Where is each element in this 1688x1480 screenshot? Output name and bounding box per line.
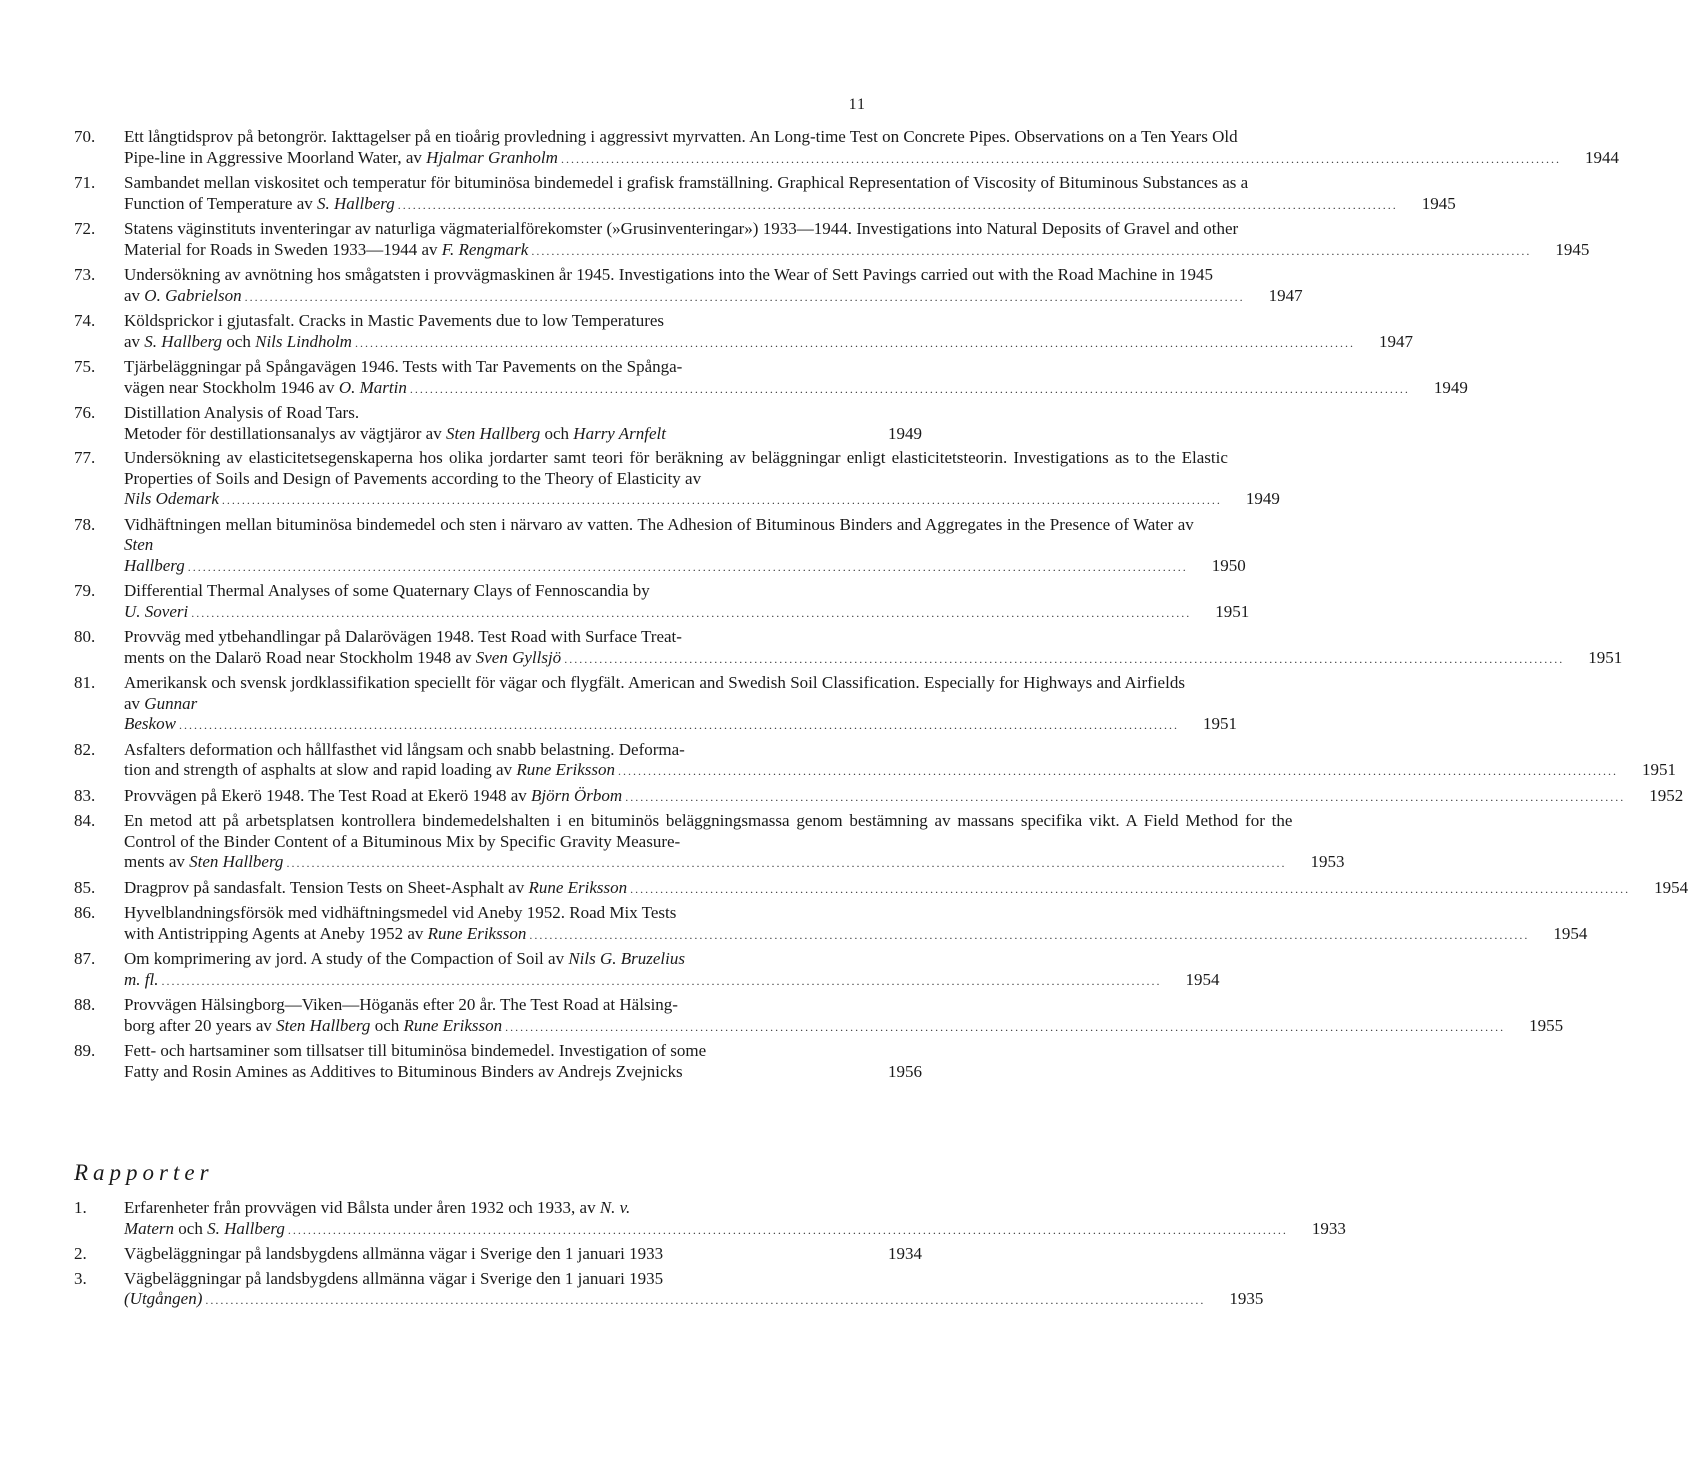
entry-text — [124, 1041, 922, 1082]
entry-text — [124, 673, 1237, 736]
entry-number: 83. — [74, 785, 96, 805]
entry-text — [124, 1268, 1264, 1311]
dot-leader: ........................................................................................................................................................................................................ — [221, 493, 1222, 507]
entry-last-text: vägen near Stockholm 1946 av O. Martin — [124, 377, 407, 397]
entry-last-text: tion and strength of asphalts at slow and rapid loading av Rune Eriksson — [124, 760, 616, 779]
entry-year: 1935 — [1229, 1289, 1264, 1308]
dot-leader: ........................................................................................................................................................................................................ — [618, 764, 1619, 778]
entry-body: Sambandet mellan viskositet och temperatur för bituminösa bindemedel i grafisk framställning. Graphical Representation of Viscosity of Bituminous Substances as a — [124, 173, 1249, 192]
entry-last-line — [124, 147, 1619, 170]
entry-last-line — [124, 785, 1684, 808]
entry-year: 1953 — [1310, 852, 1345, 871]
entry-number: 79. — [74, 581, 96, 600]
entry-body: Undersökning av elasticitetsegenskaperna hos olika jordarter samt teori för beräkning av beläggningar enligt elasticitetsteorin. Investigations as to the Elastic Properties of Soils and Design of Pavements according to the Theory of Elasticity av — [124, 448, 1228, 488]
entry-text — [124, 403, 922, 444]
entry-text — [124, 173, 1456, 215]
entry-text — [124, 581, 1250, 623]
entry-body: Asfalters deformation och hållfasthet vid långsam och snabb belastning. Deforma- — [124, 739, 685, 759]
entry-text — [124, 265, 1303, 307]
entry-text — [124, 1244, 922, 1265]
dot-leader: ........................................................................................................................................................................................................ — [560, 151, 1561, 166]
entry-year: 1956 — [888, 1061, 922, 1081]
entry-text — [124, 995, 1564, 1037]
entry-last-line — [124, 877, 1688, 900]
entry-text — [124, 219, 1590, 261]
entry-year: 1954 — [1553, 923, 1588, 943]
entry-text — [124, 811, 1345, 874]
list-item — [74, 1244, 922, 1265]
entry-year: 1954 — [1654, 877, 1688, 897]
entry-number: 76. — [74, 403, 96, 422]
list-item — [74, 403, 922, 444]
entry-number: 71. — [74, 173, 96, 192]
entry-body: Provväg med ytbehandlingar på Dalarövägen 1948. Test Road with Surface Treat- — [124, 627, 682, 646]
entry-text — [124, 448, 1280, 511]
entry-body: Statens väginstituts inventeringar av naturliga vägmaterialförekomster (»Grusinventeringar») 1933—1944. Investigations into Natural Deposits of Gravel and other — [124, 219, 1239, 238]
dot-leader: ........................................................................................................................................................................................................ — [205, 1293, 1206, 1307]
entry-year: 1945 — [1421, 193, 1456, 213]
entry-last-text: borg after 20 years av Sten Hallberg och Rune Eriksson — [124, 1015, 503, 1035]
entry-last-text: Pipe-line in Aggressive Moorland Water, av Hjalmar Granholm — [124, 147, 558, 167]
dot-leader: ........................................................................................................................................................................................................ — [161, 973, 1162, 988]
dot-leader: ........................................................................................................................................................................................................ — [625, 789, 1626, 804]
entry-year: 1944 — [1584, 147, 1619, 167]
entry-last-text: U. Soveri — [124, 601, 189, 621]
list-item — [74, 1268, 1264, 1311]
entry-text — [124, 785, 1684, 808]
dot-leader: ........................................................................................................................................................................................................ — [178, 718, 1179, 732]
entry-body: Distillation Analysis of Road Tars. — [124, 403, 360, 422]
list-item — [74, 357, 1468, 399]
entry-last-text: Dragprov på sandasfalt. Tension Tests on Sheet-Asphalt av Rune Eriksson — [124, 877, 628, 897]
section-title-rapporter: Rapporter — [74, 1160, 214, 1185]
dot-leader: ........................................................................................................................................................................................................ — [287, 1222, 1288, 1237]
entry-last-line — [124, 852, 1345, 874]
entry-last-text: Beskow — [124, 714, 176, 733]
entry-year: 1945 — [1555, 239, 1590, 259]
entry-number: 80. — [74, 627, 96, 646]
entry-text — [124, 627, 1623, 669]
entry-year: 1947 — [1378, 331, 1413, 351]
list-item — [74, 811, 1345, 874]
entry-body: Köldsprickor i gjutasfalt. Cracks in Mastic Pavements due to low Temperatures — [124, 311, 665, 330]
dot-leader: ........................................................................................................................................................................................................ — [409, 381, 1410, 396]
list-item — [74, 127, 1619, 169]
entry-text — [124, 949, 1220, 991]
entry-text — [124, 903, 1588, 945]
entry-last-line — [124, 193, 1456, 216]
entry-year: 1949 — [888, 423, 922, 443]
dot-leader: ........................................................................................................................................................................................................ — [529, 927, 1530, 942]
entry-number: 78. — [74, 514, 96, 534]
entry-body: Vägbeläggningar på landsbygdens allmänna vägar i Sverige den 1 januari 1935 — [124, 1268, 664, 1288]
entry-last-line — [124, 1244, 922, 1265]
list-item — [74, 739, 1677, 782]
entry-year: 1949 — [1245, 489, 1280, 508]
entry-number: 75. — [74, 357, 96, 376]
entry-last-text: Provvägen på Ekerö 1948. The Test Road at Ekerö 1948 av Björn Örbom — [124, 785, 623, 805]
entry-last-line — [124, 714, 1237, 736]
entry-body: Provvägen Hälsingborg—Viken—Höganäs efter 20 år. The Test Road at Hälsing- — [124, 995, 678, 1014]
entry-number: 70. — [74, 127, 96, 146]
dot-leader: ........................................................................................................................................................................................................ — [354, 335, 1355, 350]
list-item — [74, 785, 1684, 808]
entry-last-text: with Antistripping Agents at Aneby 1952 av Rune Eriksson — [124, 923, 527, 943]
dot-leader: ........................................................................................................................................................................................................ — [191, 605, 1192, 620]
entry-number: 72. — [74, 219, 96, 238]
entry-last-text: (Utgången) — [124, 1289, 203, 1308]
dot-leader: ........................................................................................................................................................................................................ — [286, 856, 1287, 870]
entry-year: 1934 — [888, 1244, 922, 1263]
list-item — [74, 673, 1237, 736]
entry-year: 1951 — [1215, 601, 1250, 621]
entry-last-line — [124, 647, 1623, 670]
entry-text — [124, 877, 1688, 900]
entry-number: 3. — [74, 1268, 87, 1288]
entry-number: 77. — [74, 448, 96, 467]
entry-last-line — [124, 377, 1468, 400]
dot-leader: ........................................................................................................................................................................................................ — [187, 559, 1188, 574]
entry-number: 87. — [74, 949, 96, 968]
dot-leader: ........................................................................................................................................................................................................ — [564, 651, 1565, 666]
entry-body: Differential Thermal Analyses of some Quaternary Clays of Fennoscandia by — [124, 581, 650, 600]
publication-list — [74, 127, 1688, 1086]
entry-last-text: Matern och S. Hallberg — [124, 1218, 285, 1238]
entry-number: 86. — [74, 903, 96, 922]
list-item — [74, 877, 1688, 900]
entry-last-text: ments on the Dalarö Road near Stockholm 1948 av Sven Gyllsjö — [124, 647, 562, 667]
entry-last-text: Nils Odemark — [124, 489, 219, 508]
entry-text — [124, 514, 1246, 578]
entry-number: 74. — [74, 311, 96, 330]
entry-last-line — [124, 489, 1280, 511]
entry-text — [124, 1198, 1346, 1240]
dot-leader: ........................................................................................................................................................................................................ — [630, 881, 1631, 896]
dot-leader: ........................................................................................................................................................................................................ — [531, 243, 1532, 258]
list-item — [74, 1198, 1346, 1240]
entry-number: 81. — [74, 673, 96, 692]
entry-year: 1954 — [1185, 969, 1220, 989]
entry-last-text: av S. Hallberg och Nils Lindholm — [124, 331, 352, 351]
list-item — [74, 627, 1623, 669]
entry-last-text: m. fl. — [124, 969, 159, 989]
entry-number: 85. — [74, 877, 96, 897]
list-item — [74, 173, 1456, 215]
entry-number: 2. — [74, 1244, 87, 1263]
entry-number: 88. — [74, 995, 96, 1014]
entry-number: 89. — [74, 1041, 96, 1060]
entry-year: 1951 — [1202, 714, 1237, 733]
entry-year: 1955 — [1529, 1015, 1564, 1035]
entry-last-line — [124, 1289, 1264, 1311]
entry-year: 1947 — [1268, 285, 1303, 305]
entry-body: Undersökning av avnötning hos smågatsten i provvägmaskinen år 1945. Investigations into the Wear of Sett Pavings carried out with the Road Machine in 1945 — [124, 265, 1213, 284]
entry-number: 73. — [74, 265, 96, 284]
entry-year: 1951 — [1642, 760, 1677, 779]
entry-last-line — [124, 760, 1677, 782]
entry-body: Tjärbeläggningar på Spångavägen 1946. Tests with Tar Pavements on the Spånga- — [124, 357, 683, 376]
list-item — [74, 995, 1564, 1037]
entry-last-line — [124, 1218, 1346, 1241]
entry-last-line — [124, 969, 1220, 992]
entry-year: 1949 — [1433, 377, 1468, 397]
entry-last-line — [124, 331, 1413, 354]
entry-body: Vidhäftningen mellan bituminösa bindemedel och sten i närvaro av vatten. The Adhesion of Bituminous Binders and Aggregates in the Presence of Water av Sten — [124, 514, 1194, 554]
entry-year: 1950 — [1211, 555, 1246, 575]
entry-last-line — [124, 923, 1588, 946]
entry-body: Erfarenheter från provvägen vid Bålsta under åren 1932 och 1933, av N. v. — [124, 1198, 631, 1217]
page-number: 11 — [848, 96, 866, 113]
list-item — [74, 448, 1280, 511]
entry-last-line — [124, 239, 1590, 262]
entry-text — [124, 127, 1619, 169]
entry-last-text: av O. Gabrielson — [124, 285, 242, 305]
entry-last-line — [124, 423, 922, 445]
list-item — [74, 311, 1413, 353]
entry-last-text: Metoder för destillationsanalys av vägtjäror av Sten Hallberg och Harry Arnfelt — [124, 423, 667, 443]
entry-text — [124, 311, 1413, 353]
entry-body: En metod att på arbetsplatsen kontrollera bindemedelshalten i en bituminös beläggningsmassa genom bestämning av massans specifika vikt. A Field Method for the Control of the Binder Content of a Bituminous Mix by Specific Gravity Measure- — [124, 811, 1293, 851]
entry-body: Fett- och hartsaminer som tillsatser till bituminösa bindemedel. Investigation of some — [124, 1041, 707, 1060]
entry-last-text: Fatty and Rosin Amines as Additives to Bituminous Binders av Andrejs Zvejnicks — [124, 1061, 683, 1081]
entry-number: 82. — [74, 739, 96, 759]
entry-body: Ett långtidsprov på betongrör. Iakttagelser på en tioårig provledning i aggressivt myrvatten. An Long-time Test on Concrete Pipes. Observations on a Ten Years Old — [124, 127, 1238, 146]
entry-last-line — [124, 555, 1246, 578]
entry-year: 1952 — [1649, 785, 1684, 805]
entry-body: Hyvelblandningsförsök med vidhäftningsmedel vid Aneby 1952. Road Mix Tests — [124, 903, 677, 922]
entry-text — [124, 739, 1677, 782]
list-item — [74, 514, 1246, 578]
list-item — [74, 1041, 922, 1082]
entry-text — [124, 357, 1468, 399]
dot-leader: ........................................................................................................................................................................................................ — [244, 289, 1245, 304]
entry-last-text: ments av Sten Hallberg — [124, 852, 284, 871]
entry-last-line — [124, 1015, 1564, 1038]
entry-last-text: Vägbeläggningar på landsbygdens allmänna vägar i Sverige den 1 januari 1933 — [124, 1244, 664, 1263]
entry-last-text: Hallberg — [124, 555, 185, 575]
list-item — [74, 265, 1303, 307]
entry-last-line — [124, 1061, 922, 1083]
entry-last-text: Function of Temperature av S. Hallberg — [124, 193, 395, 213]
list-item — [74, 219, 1590, 261]
entry-last-line — [124, 285, 1303, 308]
dot-leader: ........................................................................................................................................................................................................ — [505, 1019, 1506, 1034]
dot-leader: ........................................................................................................................................................................................................ — [397, 197, 1398, 212]
entry-last-line — [124, 601, 1250, 624]
list-item — [74, 949, 1220, 991]
entry-number: 84. — [74, 811, 96, 830]
entry-body: Om komprimering av jord. A study of the Compaction of Soil av Nils G. Bruzelius — [124, 949, 685, 968]
entry-number: 1. — [74, 1198, 87, 1217]
rapporter-list — [74, 1198, 1346, 1315]
entry-body: Amerikansk och svensk jordklassifikation speciellt för vägar och flygfält. American and Swedish Soil Classification. Especially for Highways and Airfields av Gunnar — [124, 673, 1185, 713]
entry-year: 1951 — [1588, 647, 1623, 667]
entry-last-text: Material for Roads in Sweden 1933—1944 av F. Rengmark — [124, 239, 529, 259]
list-item — [74, 903, 1588, 945]
entry-year: 1933 — [1311, 1218, 1346, 1238]
list-item — [74, 581, 1250, 623]
